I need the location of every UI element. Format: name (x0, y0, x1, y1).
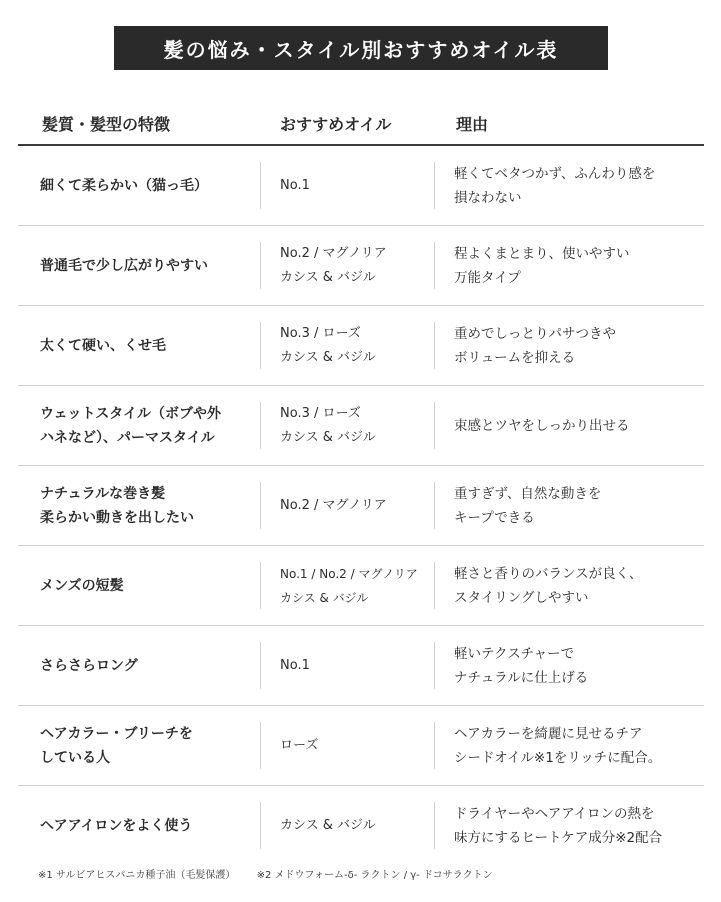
reason-text: ドライヤーやヘアアイロンの熱を 味方にするヒートケア成分※2配合 (454, 805, 663, 846)
reason-cell (434, 226, 704, 305)
oil-recommendation-table (18, 100, 704, 865)
table-row (18, 786, 704, 865)
oil-text: ローズ (280, 737, 319, 753)
oil-cell (260, 546, 434, 625)
reason-text: 程よくまとまり、使いやすい 万能タイプ (454, 245, 630, 286)
oil-cell (260, 386, 434, 465)
feature-cell: ウェットスタイル（ボブや外 ハネなど）、パーマスタイル (40, 405, 222, 446)
reason-cell (434, 786, 704, 865)
oil-text: No.2 / マグノリア (280, 497, 387, 513)
oil-cell (260, 786, 434, 865)
feature-cell: ナチュラルな巻き髪 柔らかい動きを出したい (40, 485, 194, 526)
oil-cell (260, 626, 434, 705)
table-row (18, 386, 704, 466)
oil-text: No.1 (280, 177, 310, 193)
reason-cell (434, 626, 704, 705)
oil-cell (260, 706, 434, 785)
oil-text: No.2 / マグノリア カシス & バジル (280, 245, 387, 285)
oil-cell (260, 466, 434, 545)
header-oil: おすすめオイル (280, 115, 392, 134)
reason-text: 軽いテクスチャーで ナチュラルに仕上げる (454, 645, 589, 686)
oil-text: No.1 (280, 657, 310, 673)
table-row (18, 226, 704, 306)
footnotes (38, 866, 511, 881)
footnote-1: ※1 サルビアヒスパニカ種子油（毛髪保護） (38, 870, 236, 881)
reason-text: 束感とツヤをしっかり出せる (454, 417, 630, 434)
feature-cell: ヘアアイロンをよく使う (40, 817, 193, 834)
reason-text: 重すぎず、自然な動きを キープできる (454, 485, 602, 526)
header-feature: 髪質・髪型の特徴 (42, 115, 171, 134)
feature-cell: 細くて柔らかい（猫っ毛） (40, 177, 208, 194)
table-row (18, 706, 704, 786)
table-row (18, 546, 704, 626)
feature-cell: さらさらロング (40, 657, 138, 674)
feature-cell: 太くて硬い、くせ毛 (40, 337, 166, 354)
reason-cell (434, 706, 704, 785)
reason-text: 重めでしっとりパサつきや ボリュームを抑える (454, 325, 616, 366)
page-title: 髪の悩み・スタイル別おすすめオイル表 (114, 26, 608, 70)
oil-cell (260, 226, 434, 305)
oil-cell (260, 306, 434, 385)
footnote-2: ※2 メドウフォーム-δ- ラクトン / γ- ドコサラクトン (256, 870, 493, 881)
table-header (18, 100, 704, 146)
oil-cell (260, 146, 434, 225)
feature-cell: ヘアカラー・ブリーチを している人 (40, 725, 193, 766)
reason-text: ヘアカラーを綺麗に見せるチア シードオイル※1をリッチに配合。 (454, 725, 662, 766)
reason-text: 軽さと香りのバランスが良く、 スタイリングしやすい (454, 565, 643, 606)
feature-cell: 普通毛で少し広がりやすい (40, 257, 208, 274)
reason-cell (434, 466, 704, 545)
oil-text: カシス & バジル (280, 817, 376, 833)
table-row (18, 146, 704, 226)
reason-cell (434, 146, 704, 225)
oil-text: No.3 / ローズ カシス & バジル (280, 405, 376, 445)
reason-cell (434, 546, 704, 625)
feature-cell: メンズの短髪 (40, 577, 124, 594)
header-reason: 理由 (456, 115, 489, 134)
reason-cell (434, 306, 704, 385)
oil-text: No.3 / ローズ カシス & バジル (280, 325, 376, 365)
table-row (18, 466, 704, 546)
table-row (18, 626, 704, 706)
reason-text: 軽くてベタつかず、ふんわり感を 損なわない (454, 165, 656, 206)
reason-cell (434, 386, 704, 465)
oil-text: No.1 / No.2 / マグノリア カシス & バジル (280, 566, 418, 605)
table-row (18, 306, 704, 386)
